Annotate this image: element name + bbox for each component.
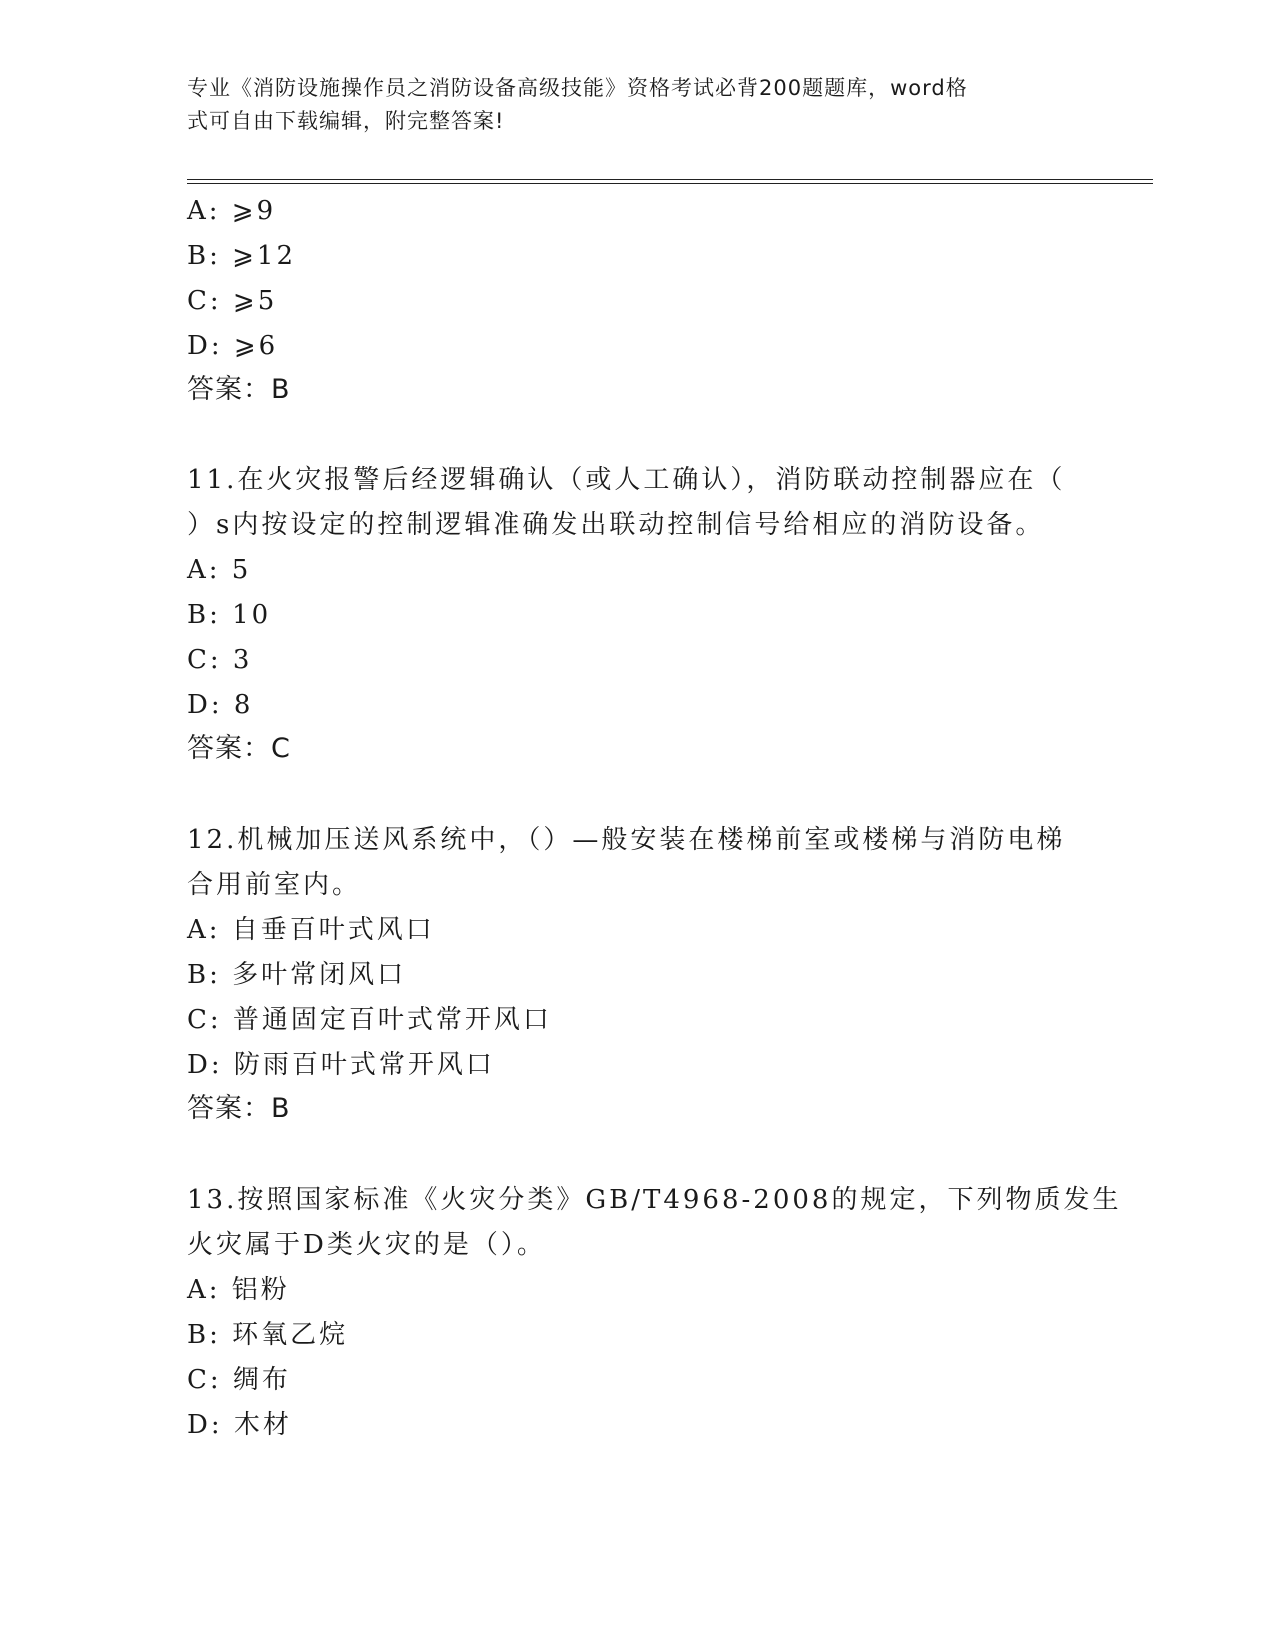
header-divider-bottom — [187, 183, 1153, 184]
q13-option-d: D: 木材 — [187, 1410, 292, 1440]
q13-option-c: C: 绸布 — [187, 1365, 291, 1395]
q11-option-b: B: 10 — [187, 600, 272, 630]
prev-option-b: B: ⩾12 — [187, 241, 296, 271]
q12-answer: 答案：B — [187, 1093, 291, 1124]
prev-answer: 答案：B — [187, 374, 291, 405]
q11-stem-line-1: 11.在火灾报警后经逻辑确认（或人工确认），消防联动控制器应在（ — [187, 465, 1066, 495]
q12-option-d: D: 防雨百叶式常开风口 — [187, 1050, 495, 1080]
q11-option-c: C: 3 — [187, 645, 253, 675]
header-line-2: 式可自由下载编辑，附完整答案! — [187, 109, 505, 133]
q11-option-a: A: 5 — [187, 555, 252, 585]
q12-option-a: A: 自垂百叶式风口 — [187, 915, 435, 945]
document-header — [187, 72, 1067, 138]
prev-option-c: C: ⩾5 — [187, 286, 278, 316]
header-divider-top — [187, 179, 1153, 180]
q12-stem-line-1: 12.机械加压送风系统中，（）—般安装在楼梯前室或楼梯与消防电梯 — [187, 825, 1066, 855]
q13-option-b: B: 环氧乙烷 — [187, 1320, 349, 1350]
prev-option-d: D: ⩾6 — [187, 331, 279, 361]
q12-stem-line-2: 合用前室内。 — [187, 870, 362, 900]
header-line-1: 专业《消防设施操作员之消防设备高级技能》资格考试必背200题题库，word格 — [187, 76, 968, 100]
q13-stem-line-2: 火灾属于D类火灾的是（）。 — [187, 1230, 546, 1260]
q11-stem-line-2: ）s内按设定的控制逻辑准确发出联动控制信号给相应的消防设备。 — [187, 510, 1045, 540]
prev-option-a: A: ⩾9 — [187, 196, 277, 226]
q12-option-c: C: 普通固定百叶式常开风口 — [187, 1005, 552, 1035]
q11-option-d: D: 8 — [187, 690, 254, 720]
q11-answer: 答案：C — [187, 733, 291, 764]
q12-option-b: B: 多叶常闭风口 — [187, 960, 407, 990]
q13-stem-line-1: 13.按照国家标准《火灾分类》GB/T4968-2008的规定，下列物质发生 — [187, 1185, 1122, 1215]
q13-option-a: A: 铝粉 — [187, 1275, 290, 1305]
